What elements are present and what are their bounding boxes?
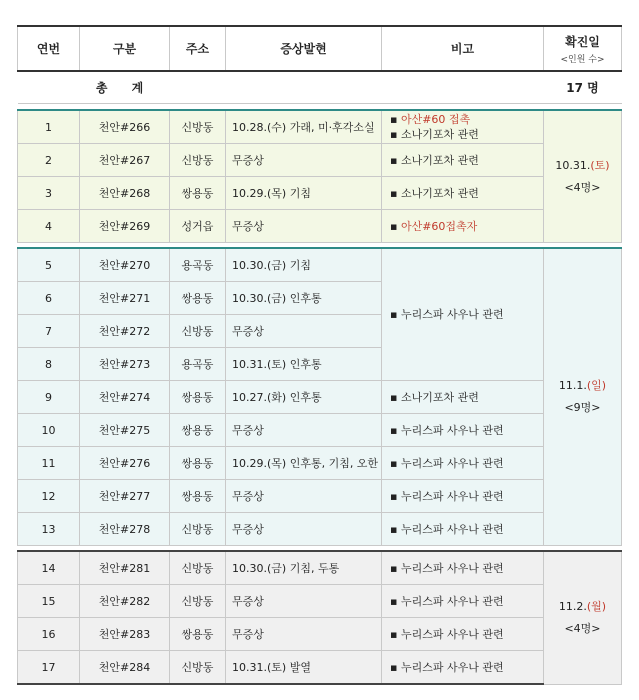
case-symptom: 무증상 bbox=[226, 618, 382, 651]
table-row bbox=[18, 110, 622, 144]
case-symptom: 10.30.(금) 인후통 bbox=[226, 282, 382, 315]
header-row bbox=[18, 26, 622, 71]
case-no: 13 bbox=[18, 513, 80, 546]
case-symptom: 10.31.(토) 인후통 bbox=[226, 348, 382, 381]
case-address: 신방동 bbox=[170, 513, 226, 546]
case-table bbox=[17, 25, 622, 685]
case-address: 신방동 bbox=[170, 315, 226, 348]
table-row bbox=[18, 177, 622, 210]
header-address: 주소 bbox=[170, 26, 226, 71]
header-note: 비고 bbox=[382, 26, 544, 71]
case-note bbox=[382, 110, 544, 144]
case-note bbox=[382, 585, 544, 618]
case-address: 쌍용동 bbox=[170, 177, 226, 210]
case-no: 16 bbox=[18, 618, 80, 651]
case-note bbox=[382, 513, 544, 546]
case-id: 천안#278 bbox=[80, 513, 170, 546]
bullet-icon: ▪ bbox=[390, 153, 401, 167]
bullet-icon: ▪ bbox=[390, 423, 401, 437]
case-note bbox=[382, 551, 544, 585]
case-no: 15 bbox=[18, 585, 80, 618]
table-body bbox=[18, 71, 622, 684]
case-note bbox=[382, 414, 544, 447]
case-id: 천안#274 bbox=[80, 381, 170, 414]
case-symptom: 무증상 bbox=[226, 210, 382, 243]
case-no: 14 bbox=[18, 551, 80, 585]
case-symptom: 무증상 bbox=[226, 144, 382, 177]
table-row bbox=[18, 551, 622, 585]
case-address: 쌍용동 bbox=[170, 381, 226, 414]
case-note-merged bbox=[382, 248, 544, 381]
case-note bbox=[382, 144, 544, 177]
case-note bbox=[382, 447, 544, 480]
case-address: 쌍용동 bbox=[170, 414, 226, 447]
case-id: 천안#275 bbox=[80, 414, 170, 447]
case-address: 용곡동 bbox=[170, 248, 226, 282]
case-id: 천안#272 bbox=[80, 315, 170, 348]
table-row bbox=[18, 248, 622, 282]
case-no: 7 bbox=[18, 315, 80, 348]
case-no: 2 bbox=[18, 144, 80, 177]
case-address: 신방동 bbox=[170, 585, 226, 618]
table-row bbox=[18, 618, 622, 651]
case-note bbox=[382, 618, 544, 651]
table-row bbox=[18, 651, 622, 685]
confirm-date-main: 11.1. bbox=[558, 379, 587, 392]
case-no: 9 bbox=[18, 381, 80, 414]
case-symptom: 10.31.(토) 발열 bbox=[226, 651, 382, 685]
case-address: 신방동 bbox=[170, 110, 226, 144]
confirm-date bbox=[544, 551, 622, 684]
note-text: 누리스파 사우나 관련 bbox=[400, 456, 504, 470]
case-symptom: 무증상 bbox=[226, 315, 382, 348]
case-note bbox=[382, 480, 544, 513]
note-text: 누리스파 사우나 관련 bbox=[400, 522, 504, 536]
confirm-date-main: 11.2. bbox=[558, 599, 587, 613]
confirm-date bbox=[544, 110, 622, 243]
bullet-icon: ▪ bbox=[390, 186, 401, 200]
note-text: 소나기포차 관련 bbox=[400, 186, 479, 200]
case-symptom: 10.28.(수) 가래, 미·후각소실 bbox=[226, 110, 382, 144]
bullet-icon: ▪ bbox=[390, 522, 401, 536]
bullet-icon: ▪ bbox=[390, 456, 401, 470]
case-symptom: 무증상 bbox=[226, 414, 382, 447]
case-no: 1 bbox=[18, 110, 80, 144]
bullet-icon: ▪ bbox=[390, 489, 401, 503]
table-row bbox=[18, 513, 622, 546]
case-id: 천안#273 bbox=[80, 348, 170, 381]
case-address: 신방동 bbox=[170, 144, 226, 177]
table-row bbox=[18, 144, 622, 177]
case-address: 쌍용동 bbox=[170, 480, 226, 513]
case-no: 8 bbox=[18, 348, 80, 381]
bullet-icon: ▪ bbox=[390, 594, 401, 608]
note-text: 아산#60 접촉 bbox=[400, 113, 471, 126]
bullet-icon: ▪ bbox=[390, 128, 401, 141]
confirm-date bbox=[544, 248, 622, 546]
bullet-icon: ▪ bbox=[390, 660, 401, 674]
table-row bbox=[18, 480, 622, 513]
case-address: 용곡동 bbox=[170, 348, 226, 381]
case-id: 천안#270 bbox=[80, 248, 170, 282]
case-symptom: 무증상 bbox=[226, 513, 382, 546]
bullet-icon: ▪ bbox=[390, 113, 401, 126]
table-row bbox=[18, 585, 622, 618]
case-note bbox=[382, 177, 544, 210]
confirm-date-day: (일) bbox=[586, 379, 607, 392]
header-date bbox=[544, 26, 622, 71]
bullet-icon: ▪ bbox=[390, 219, 401, 233]
header-date-sub: <인원 수> bbox=[560, 54, 605, 65]
confirm-count: <9명> bbox=[564, 401, 601, 414]
case-symptom: 10.27.(화) 인후통 bbox=[226, 381, 382, 414]
case-note bbox=[382, 381, 544, 414]
case-id: 천안#271 bbox=[80, 282, 170, 315]
case-address: 신방동 bbox=[170, 651, 226, 685]
bullet-icon: ▪ bbox=[390, 627, 401, 641]
confirm-date-day: (토) bbox=[590, 158, 610, 172]
table-row bbox=[18, 447, 622, 480]
table-row bbox=[18, 414, 622, 447]
note-text: 누리스파 사우나 관련 bbox=[400, 594, 504, 608]
case-id: 천안#283 bbox=[80, 618, 170, 651]
confirm-count: <4명> bbox=[564, 621, 601, 635]
case-no: 3 bbox=[18, 177, 80, 210]
bullet-icon: ▪ bbox=[390, 308, 401, 321]
case-address: 쌍용동 bbox=[170, 282, 226, 315]
note-text: 소나기포차 관련 bbox=[400, 128, 479, 141]
case-no: 10 bbox=[18, 414, 80, 447]
case-symptom: 10.29.(목) 기침 bbox=[226, 177, 382, 210]
case-address: 성거읍 bbox=[170, 210, 226, 243]
total-row bbox=[18, 71, 622, 104]
case-id: 천안#277 bbox=[80, 480, 170, 513]
confirm-date-day: (월) bbox=[586, 599, 607, 613]
confirm-count: <4명> bbox=[564, 180, 601, 194]
note-text: 누리스파 사우나 관련 bbox=[400, 423, 504, 437]
note-text: 아산#60접촉자 bbox=[400, 219, 478, 233]
case-no: 4 bbox=[18, 210, 80, 243]
header-type: 구분 bbox=[80, 26, 170, 71]
bullet-icon: ▪ bbox=[390, 561, 401, 575]
case-note bbox=[382, 210, 544, 243]
confirm-date-main: 10.31. bbox=[555, 158, 591, 172]
case-id: 천안#268 bbox=[80, 177, 170, 210]
case-id: 천안#282 bbox=[80, 585, 170, 618]
case-no: 5 bbox=[18, 248, 80, 282]
total-label: 총 계 bbox=[80, 71, 170, 104]
case-id: 천안#267 bbox=[80, 144, 170, 177]
case-address: 쌍용동 bbox=[170, 447, 226, 480]
note-text: 누리스파 사우나 관련 bbox=[400, 308, 504, 321]
case-address: 쌍용동 bbox=[170, 618, 226, 651]
header-date-label: 확진일 bbox=[565, 34, 600, 49]
case-id: 천안#281 bbox=[80, 551, 170, 585]
note-text: 누리스파 사우나 관련 bbox=[400, 489, 504, 503]
case-note bbox=[382, 651, 544, 685]
table-row bbox=[18, 210, 622, 243]
case-no: 12 bbox=[18, 480, 80, 513]
case-no: 6 bbox=[18, 282, 80, 315]
header-no: 연번 bbox=[18, 26, 80, 71]
case-id: 천안#269 bbox=[80, 210, 170, 243]
case-symptom: 10.30.(금) 기침, 두통 bbox=[226, 551, 382, 585]
note-text: 누리스파 사우나 관련 bbox=[400, 627, 504, 641]
case-id: 천안#266 bbox=[80, 110, 170, 144]
case-id: 천안#276 bbox=[80, 447, 170, 480]
case-symptom: 무증상 bbox=[226, 585, 382, 618]
case-symptom: 10.30.(금) 기침 bbox=[226, 248, 382, 282]
case-no: 11 bbox=[18, 447, 80, 480]
note-text: 누리스파 사우나 관련 bbox=[400, 561, 504, 575]
note-text: 소나기포차 관련 bbox=[400, 390, 479, 404]
total-value: 17 명 bbox=[544, 71, 622, 104]
case-no: 17 bbox=[18, 651, 80, 685]
bullet-icon: ▪ bbox=[390, 390, 401, 404]
case-id: 천안#284 bbox=[80, 651, 170, 685]
header-symptom: 증상발현 bbox=[226, 26, 382, 71]
case-address: 신방동 bbox=[170, 551, 226, 585]
table-row bbox=[18, 381, 622, 414]
note-text: 누리스파 사우나 관련 bbox=[400, 660, 504, 674]
note-text: 소나기포차 관련 bbox=[400, 153, 479, 167]
case-symptom: 무증상 bbox=[226, 480, 382, 513]
case-symptom: 10.29.(목) 인후통, 기침, 오한 bbox=[226, 447, 382, 480]
